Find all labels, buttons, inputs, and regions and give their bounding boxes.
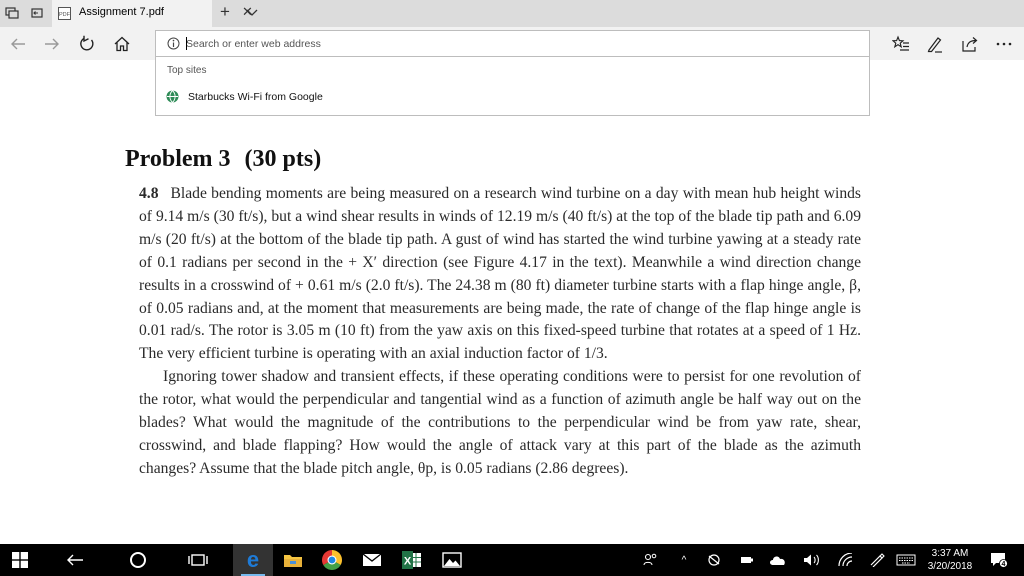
forward-arrow-icon[interactable]: [43, 35, 61, 53]
pen-workspace-button[interactable]: [866, 544, 888, 576]
edge-icon: [242, 549, 264, 571]
suggestion-item[interactable]: [156, 87, 869, 109]
address-input[interactable]: [186, 36, 786, 52]
text-caret: [186, 37, 187, 50]
web-notes-icon[interactable]: [926, 35, 944, 53]
people-icon: [643, 553, 659, 567]
touch-keyboard-button[interactable]: [894, 544, 918, 576]
top-sites-heading: Top sites: [167, 65, 207, 76]
clock-date: 3/20/2018: [927, 561, 973, 572]
taskbar-edge[interactable]: [233, 544, 273, 576]
tray-onedrive[interactable]: [767, 544, 789, 576]
taskbar-photos[interactable]: [433, 544, 471, 576]
tab-title: Assignment 7.pdf: [79, 6, 164, 18]
keyboard-icon: [896, 554, 916, 566]
back-button[interactable]: [55, 544, 95, 576]
photos-icon: [442, 552, 462, 568]
globe-icon: [166, 90, 179, 103]
svg-text:X: X: [403, 555, 412, 568]
people-button[interactable]: [640, 544, 662, 576]
pdf-file-icon: [58, 7, 71, 20]
suggestion-label: Starbucks Wi-Fi from Google: [188, 91, 323, 103]
problem-paragraph: [139, 183, 861, 366]
taskbar-excel[interactable]: [393, 544, 431, 576]
set-aside-tabs-icon[interactable]: [30, 6, 44, 20]
taskbar-file-explorer[interactable]: [274, 544, 312, 576]
close-tab-icon[interactable]: ✕: [242, 4, 253, 19]
mail-icon: [362, 553, 382, 567]
action-center-button[interactable]: [988, 544, 1010, 576]
location-icon: [706, 553, 722, 567]
tray-battery[interactable]: [737, 544, 757, 576]
taskbar: [0, 544, 1024, 576]
tab-strip: [0, 0, 1024, 27]
notification-icon: [990, 552, 1008, 568]
pdf-document-view[interactable]: [0, 116, 1024, 544]
cortana-icon: [129, 551, 147, 569]
favorites-hub-icon[interactable]: [892, 35, 910, 53]
task-view-button[interactable]: [178, 544, 218, 576]
chevron-up-icon: ^: [681, 554, 687, 566]
tray-settings[interactable]: [702, 544, 726, 576]
address-bar[interactable]: [155, 30, 870, 57]
start-button[interactable]: [0, 544, 40, 576]
problem-heading: [125, 146, 321, 173]
cortana-button[interactable]: [118, 544, 158, 576]
more-options-icon[interactable]: [995, 35, 1013, 53]
info-icon[interactable]: [167, 37, 180, 50]
back-icon: [66, 553, 84, 567]
address-suggestions-dropdown: [155, 57, 870, 116]
problem-statement: [139, 183, 861, 481]
taskbar-mail[interactable]: [353, 544, 391, 576]
show-hidden-icons-button[interactable]: [676, 544, 692, 576]
problem-points: (30 pts): [244, 146, 322, 172]
problem-number: 4.8: [139, 185, 159, 202]
volume-button[interactable]: [800, 544, 824, 576]
system-clock[interactable]: [918, 547, 982, 573]
svg-text:PDF: PDF: [59, 12, 70, 18]
svg-text:e: e: [246, 549, 260, 571]
share-icon[interactable]: [961, 35, 979, 53]
problem-paragraph-2: Ignoring tower shadow and transient effects, if these operating conditions were to persist for one revolution of the rotor, what would the perpendicular and tangential wind as a function of azimuth angle be half way out on the blades? What would the magnitude of the contributions to the perpendicular wind be from yaw rate, shear, crosswind, and blade flapping? How would the angle of attack vary at this part of the blade as the azimuth changes? Assume that the blade pitch angle, θp, is 0.05 radians (2.86 degrees).: [139, 368, 861, 477]
clock-time: 3:37 AM: [931, 548, 969, 559]
problem-title: Problem 3: [125, 146, 231, 172]
taskbar-chrome[interactable]: [313, 544, 351, 576]
new-tab-button[interactable]: +: [220, 2, 230, 21]
tab-assignment-pdf[interactable]: [52, 0, 253, 27]
refresh-icon[interactable]: [78, 35, 96, 53]
chevron-down-icon[interactable]: [246, 6, 258, 18]
start-icon: [12, 552, 28, 568]
back-arrow-icon[interactable]: [9, 35, 27, 53]
paragraph-text: Blade bending moments are being measured on a research wind turbine on a day with mean hub height winds of 9.14 m/s (30 ft/s), but a wind shear results in winds of 12.19 m/s (40 ft/s) at the top of the blade tip path and 6.09 m/s (20 ft/s) at the bottom of the blade tip path. A gust of wind has started the wind turbine yawing at a steady rate of 0.1 radians per second in the + X′ direction (see Figure 4.17 in the text). Meanwhile a wind direction change results in a crosswind of + 0.61 m/s (2.0 ft/s). The 24.38 m (80 ft) diameter turbine starts with a flap hinge angle, β, of 0.05 radians and, at the moment that measurements are being made, the rate of change of the flap hinge angle is 0.01 rad/s. The rotor is 3.05 m (10 ft) from the yaw axis on this fixed-speed turbine that rotates at a speed of 1 Hz. The very efficient turbine is operating with an axial induction factor of 1/3.: [139, 185, 861, 363]
network-button[interactable]: [833, 544, 857, 576]
cloud-icon: [769, 554, 787, 566]
excel-icon: [402, 551, 422, 569]
pen-icon: [869, 553, 885, 567]
file-explorer-icon: [283, 552, 303, 568]
battery-icon: [740, 555, 754, 565]
notification-count: 4: [1001, 561, 1006, 568]
home-icon[interactable]: [113, 35, 131, 53]
tab-preview-icon[interactable]: [5, 6, 19, 20]
chrome-icon: [322, 550, 342, 570]
volume-icon: [803, 553, 821, 567]
wifi-icon: [837, 553, 853, 567]
task-view-icon: [188, 552, 208, 568]
